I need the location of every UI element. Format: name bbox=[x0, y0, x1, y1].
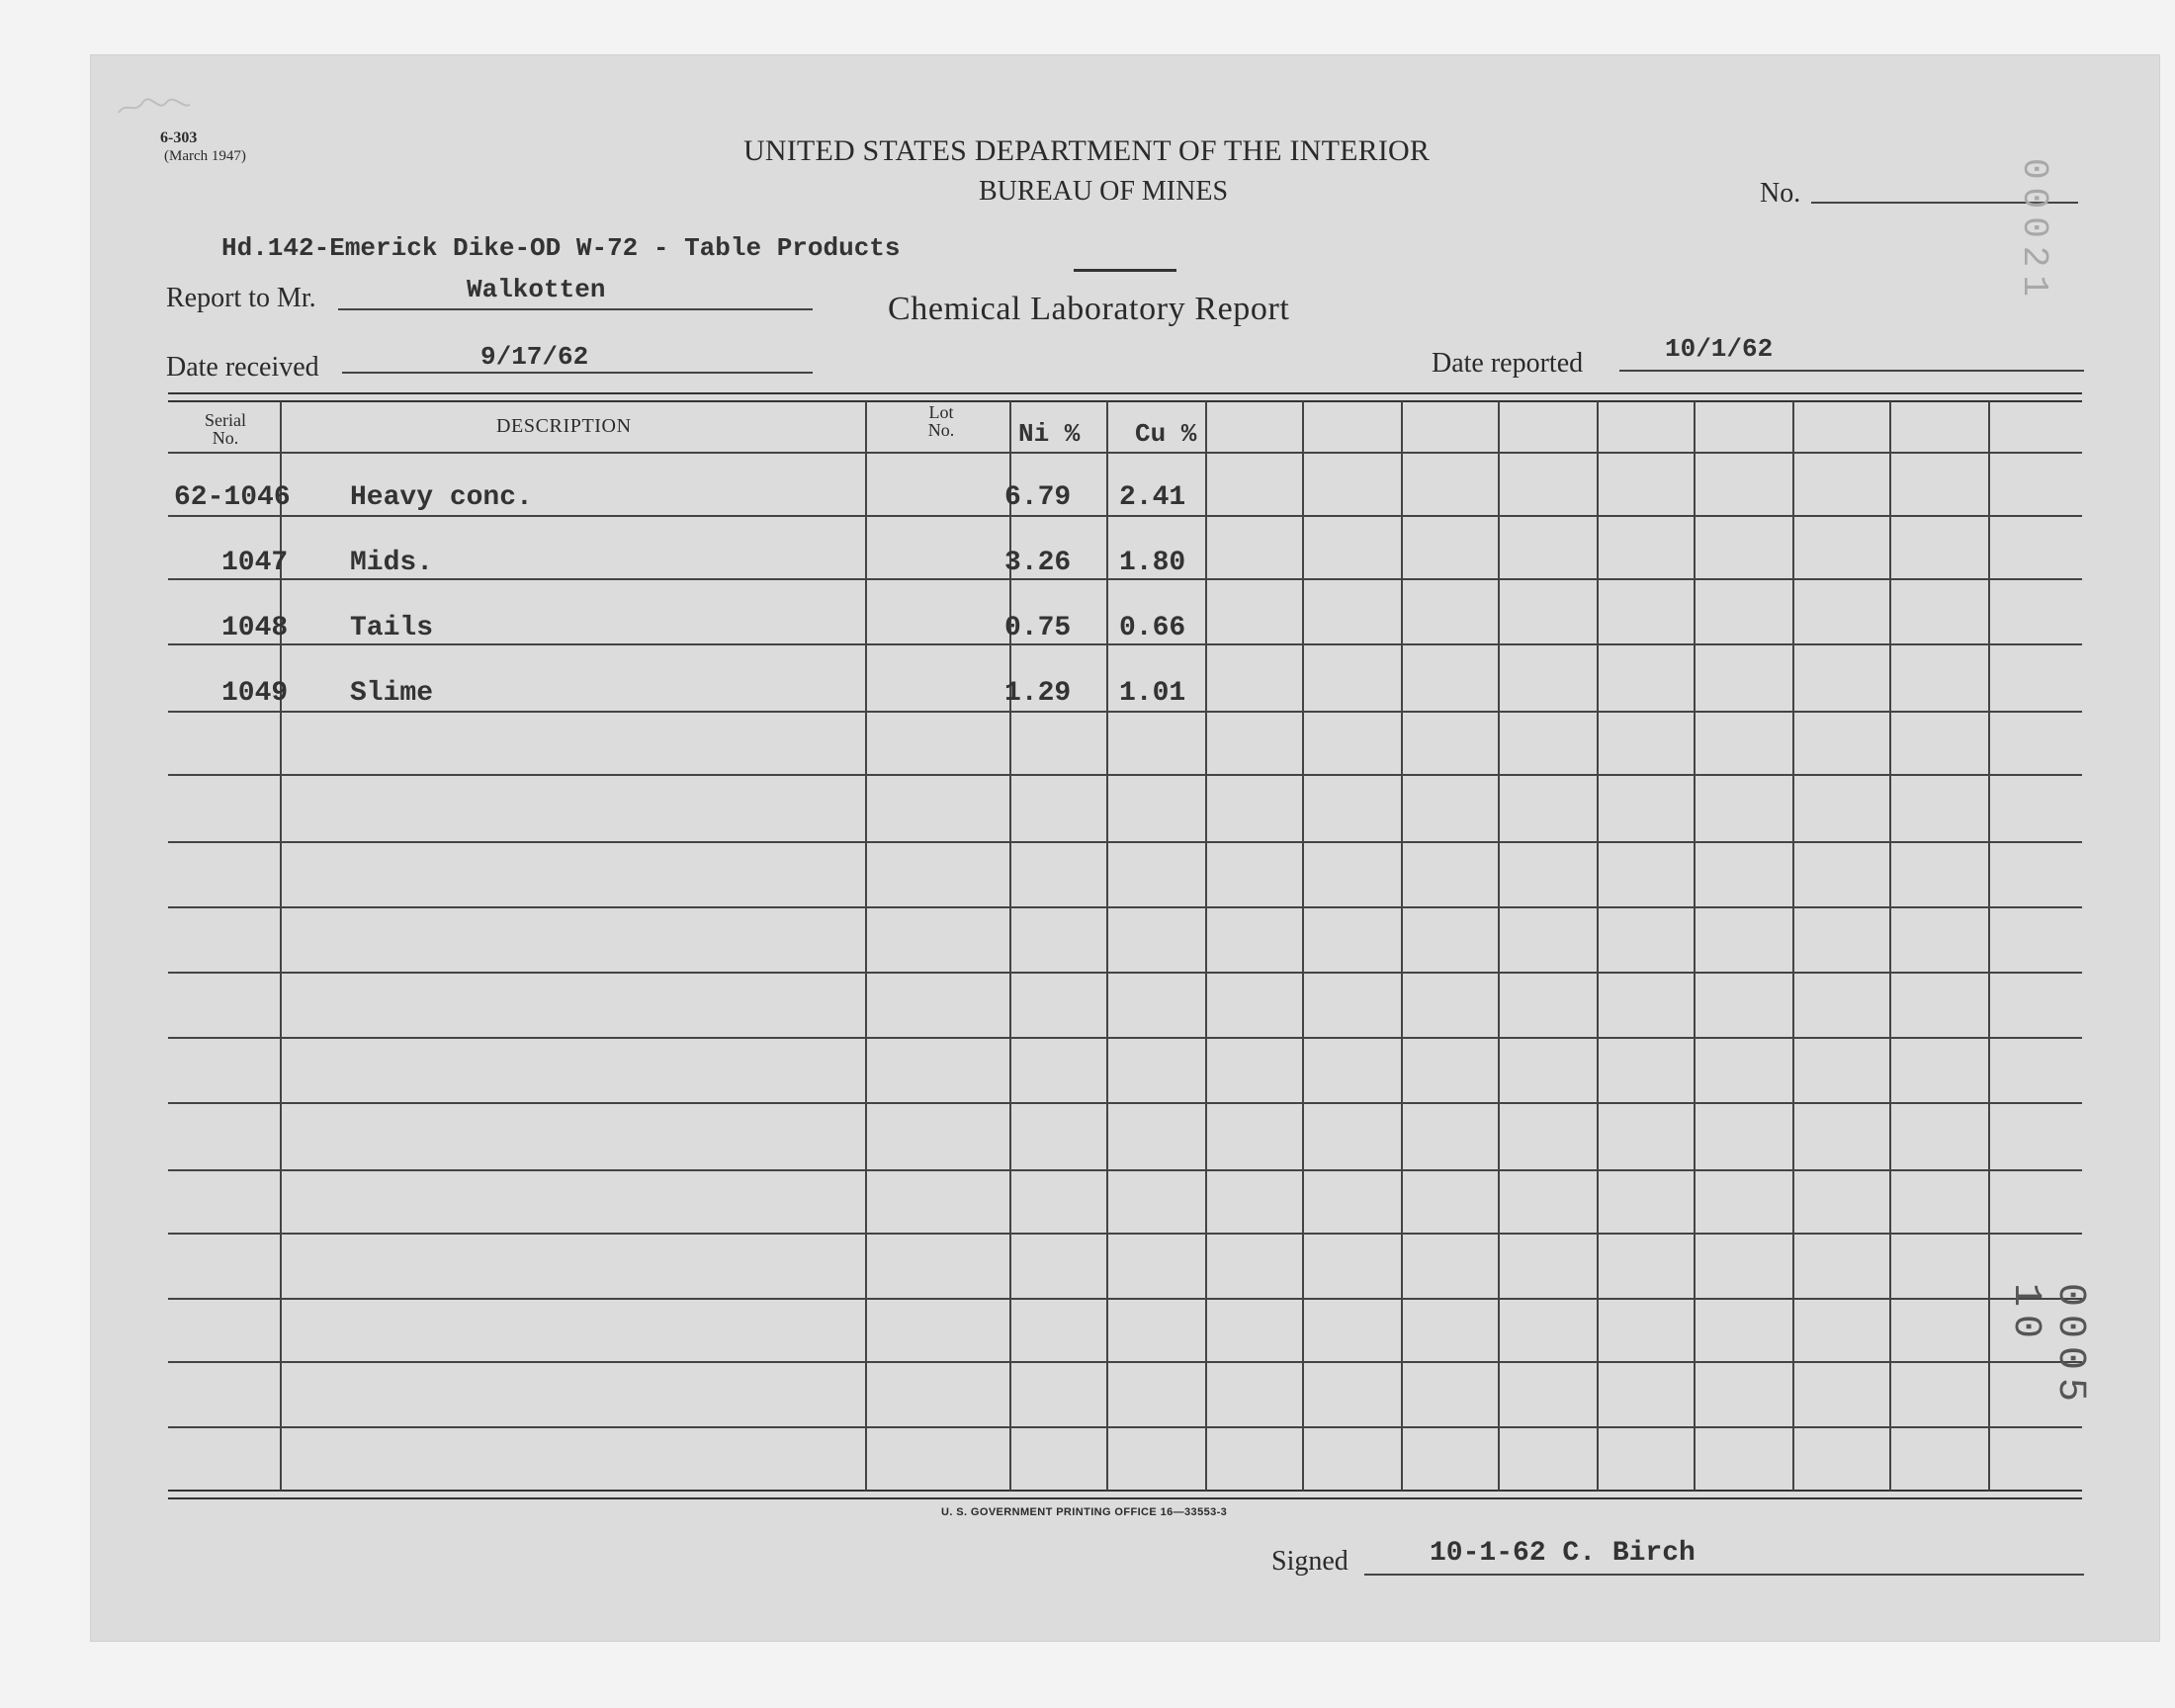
lot-header-line2: No. bbox=[927, 420, 955, 440]
table-row-4-ni: 1.29 bbox=[1004, 678, 1072, 709]
signed-label: Signed bbox=[1271, 1546, 1348, 1577]
report-title: Chemical Laboratory Report bbox=[888, 291, 1290, 327]
date-reported-value: 10/1/62 bbox=[1665, 334, 1774, 364]
table-row-3-cu: 0.66 bbox=[1119, 613, 1186, 643]
table-row-1-description: Heavy conc. bbox=[350, 482, 533, 513]
form-date: (March 1947) bbox=[164, 148, 246, 164]
date-reported-label: Date reported bbox=[1432, 348, 1584, 379]
report-number-label: No. bbox=[1760, 178, 1801, 209]
table-row-1-serial: 62-1046 bbox=[174, 482, 291, 513]
report-to-label: Report to Mr. bbox=[166, 283, 316, 313]
table-row-2-cu: 1.80 bbox=[1119, 548, 1186, 578]
serial-header-line1: Serial bbox=[205, 410, 246, 430]
table-row-1-cu: 2.41 bbox=[1119, 482, 1186, 513]
serial-header-line2: No. bbox=[212, 428, 239, 448]
table-row-4-serial: 1049 bbox=[221, 678, 289, 709]
report-subject: Hd.142-Emerick Dike-OD W-72 - Table Products bbox=[221, 233, 901, 263]
table-row-2-ni: 3.26 bbox=[1004, 548, 1072, 578]
signed-line bbox=[1364, 1574, 2084, 1576]
form-number: 6-303 bbox=[160, 129, 198, 146]
table-row-3-description: Tails bbox=[350, 613, 434, 643]
table-row-1-ni: 6.79 bbox=[1004, 482, 1072, 513]
table-row-3-serial: 1048 bbox=[221, 613, 289, 643]
side-stamp-bottom: 0005 10 bbox=[2003, 1283, 2092, 1410]
table-row-4-cu: 1.01 bbox=[1119, 678, 1186, 709]
department-header: UNITED STATES DEPARTMENT OF THE INTERIOR bbox=[743, 134, 1431, 167]
signed-value: 10-1-62 C. Birch bbox=[1430, 1538, 1696, 1569]
printing-office-imprint: U. S. GOVERNMENT PRINTING OFFICE 16—33553-3 bbox=[941, 1506, 1228, 1518]
table-row-4-description: Slime bbox=[350, 678, 434, 709]
table-row-2-description: Mids. bbox=[350, 548, 434, 578]
report-to-value: Walkotten bbox=[467, 275, 606, 304]
date-received-label: Date received bbox=[166, 352, 319, 383]
bureau-header: BUREAU OF MINES bbox=[979, 176, 1229, 207]
date-received-value: 9/17/62 bbox=[480, 342, 589, 372]
lot-header-line1: Lot bbox=[928, 402, 954, 422]
description-header: DESCRIPTION bbox=[496, 415, 632, 437]
ni-header: Ni % bbox=[1018, 419, 1081, 449]
report-table-grid bbox=[91, 55, 2159, 1641]
lot-header bbox=[902, 403, 981, 439]
table-row-3-ni: 0.75 bbox=[1004, 613, 1072, 643]
cu-header: Cu % bbox=[1135, 419, 1197, 449]
report-form bbox=[91, 55, 2159, 1641]
serial-header bbox=[186, 411, 265, 447]
table-row-2-serial: 1047 bbox=[221, 548, 289, 578]
side-stamp-top: 00021 bbox=[2014, 158, 2054, 305]
